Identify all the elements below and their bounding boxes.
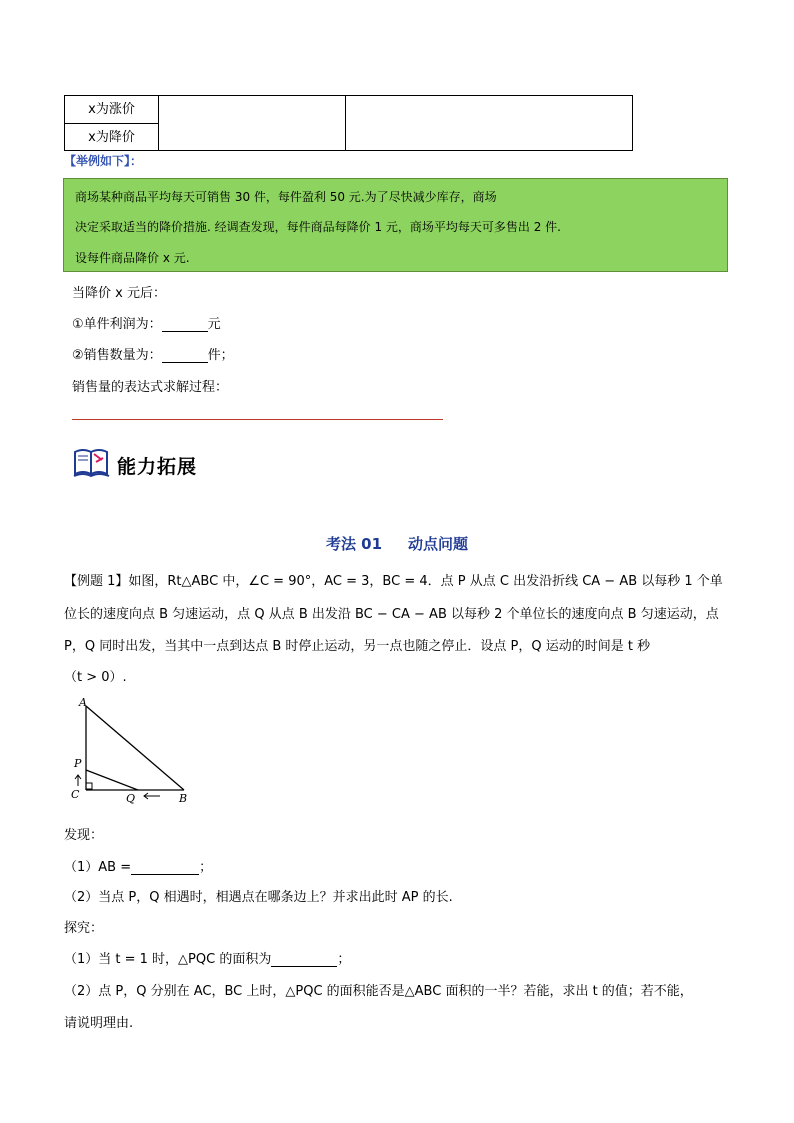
heading-number: 考法 01 xyxy=(325,535,383,553)
table-label-column xyxy=(65,96,159,150)
q2-unit: 件； xyxy=(207,348,234,363)
example-box xyxy=(63,178,728,272)
q2-label: ②销售数量为： xyxy=(72,348,162,363)
table-cell-empty-1 xyxy=(159,96,346,150)
section-title: 能力拓展 xyxy=(117,456,198,478)
q1-blank xyxy=(162,318,208,332)
triangle-figure xyxy=(66,694,206,806)
table-row-increase: x为涨价 xyxy=(88,102,135,117)
label-p: P xyxy=(74,757,82,770)
discover-q1 xyxy=(64,856,212,875)
explore-q1 xyxy=(64,948,350,967)
label-b: B xyxy=(179,792,188,805)
question-sales-count xyxy=(72,344,234,363)
explore-q1-end: ； xyxy=(337,952,351,967)
label-a: A xyxy=(79,696,87,709)
heading-topic: 动点问题 xyxy=(408,535,469,553)
discover-q1-text: （1）AB = xyxy=(64,860,132,875)
answer-line xyxy=(72,419,443,420)
question-unit-profit xyxy=(72,313,221,332)
method-heading xyxy=(0,533,794,554)
q1-unit: 元 xyxy=(207,317,221,332)
explore-q2: （2）点 P，Q 分别在 AC，BC 上时，△PQC 的面积能否是△ABC 面积的一半？若能，求出 t 的值；若不能， xyxy=(64,984,693,999)
example-line-3: 设每件商品降价 x 元. xyxy=(75,251,190,265)
discover-q2: （2）当点 P，Q 相遇时，相遇点在哪条边上？并求出此时 AP 的长. xyxy=(64,890,453,905)
example-line-1: 商场某种商品平均每天可销售 30 件，每件盈利 50 元.为了尽快减少库存，商场 xyxy=(75,190,497,204)
label-q: Q xyxy=(126,792,136,805)
problem-line-3: P，Q 同时出发，当其中一点到达点 B 时停止运动，另一点也随之停止．设点 P，Q 运动的时间是 t 秒 xyxy=(64,639,651,654)
discover-q1-blank xyxy=(131,861,199,875)
side-ab xyxy=(86,706,184,790)
q2-blank xyxy=(162,349,208,363)
explore-q1-text: （1）当 t = 1 时，△PQC 的面积为 xyxy=(64,952,272,967)
arrow-up-icon xyxy=(75,775,81,786)
label-c: C xyxy=(71,788,80,801)
after-intro: 当降价 x 元后： xyxy=(72,286,166,301)
arrow-left-icon xyxy=(144,793,160,799)
explore-q1-blank xyxy=(271,953,337,967)
pricing-table xyxy=(64,95,633,151)
problem-line-4: （t > 0）. xyxy=(64,670,127,685)
example-label: 【举例如下】： xyxy=(64,154,143,168)
example-line-2: 决定采取适当的降价措施. 经调查发现，每件商品每降价 1 元，商场平均每天可多售出 2 件. xyxy=(75,220,561,234)
problem-line-1: 【例题 1】如图，Rt△ABC 中，∠C = 90°，AC = 3，BC = 4．点 P 从点 C 出发沿折线 CA − AB 以每秒 1 个单 xyxy=(64,574,723,589)
right-angle-mark xyxy=(86,783,92,789)
process-label: 销售量的表达式求解过程： xyxy=(72,380,229,395)
problem-line-2: 位长的速度向点 B 匀速运动，点 Q 从点 B 出发沿 BC − CA − AB 以每秒 2 个单位长的速度向点 B 匀速运动，点 xyxy=(64,607,719,622)
table-row-decrease: x为降价 xyxy=(65,123,158,150)
segment-pq xyxy=(86,770,138,790)
discover-title: 发现： xyxy=(64,828,104,843)
discover-q1-end: ； xyxy=(199,860,213,875)
book-icon xyxy=(72,442,112,482)
explore-title: 探究： xyxy=(64,921,104,936)
q1-label: ①单件利润为： xyxy=(72,317,162,332)
explore-q2-cont: 请说明理由. xyxy=(64,1016,134,1031)
